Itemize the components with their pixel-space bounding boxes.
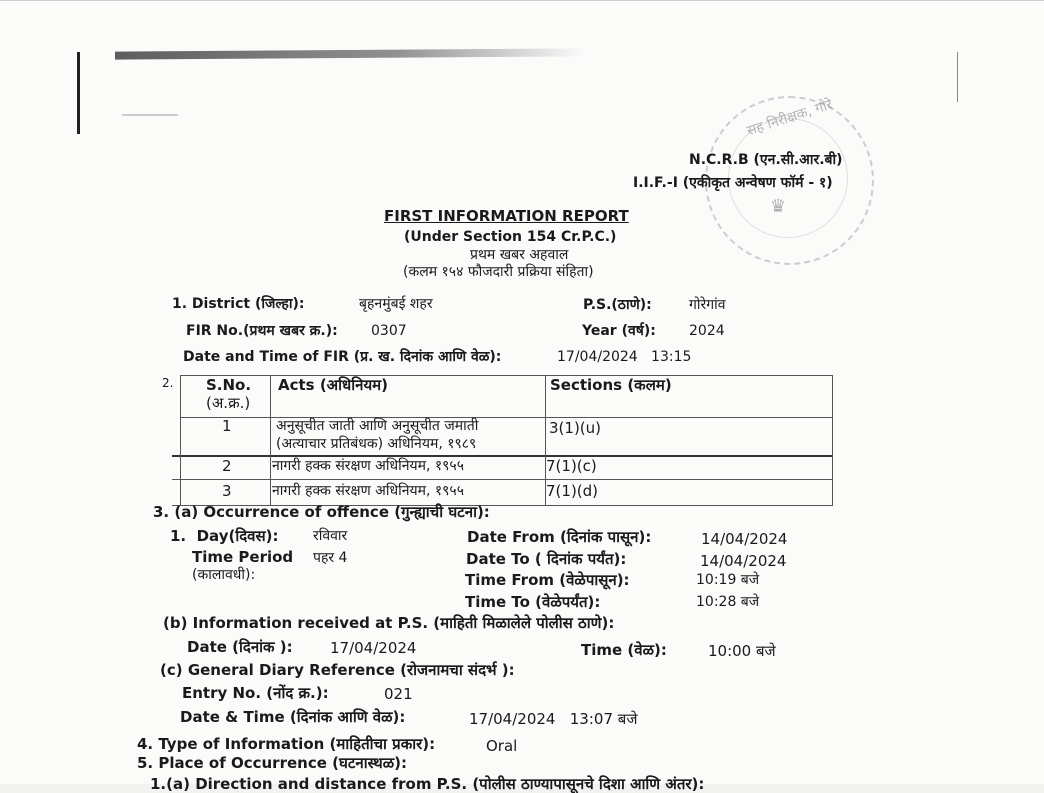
ps-value: गोरेगांव [689,297,726,313]
scan-right-edge [957,52,958,102]
scan-shadow [115,48,585,59]
row-2-act: नागरी हक्क संरक्षण अधिनियम, १९५५ [272,458,464,474]
info-received-heading: (b) Information received at P.S. (माहिती मिळालेले पोलीस ठाणे): [163,614,615,632]
time-from-label: Time From (वेळेपासून): [465,571,630,589]
time-to-label: Time To (वेळेपर्यंत): [465,593,601,611]
header-sno: S.No. [206,376,252,394]
time-period-label: Time Period [192,548,294,566]
header-sections: Sections (कलम) [550,376,672,394]
info-time-label: Time (वेळ): [581,641,667,659]
place-of-occurrence-label: 5. Place of Occurrence (घटनास्थळ): [137,754,407,772]
ps-label: P.S.(ठाणे): [583,297,652,313]
row-1-act-line1: अनुसूचीत जाती आणि अनुसूचीत जमाती [276,418,479,434]
iif-label: I.I.F.-I (एकीकृत अन्वेषण फॉर्म - १) [633,175,833,191]
year-value: 2024 [689,323,725,339]
scan-left-edge [77,52,80,134]
row-3-act: नागरी हक्क संरक्षण अधिनियम, १९५५ [272,483,464,499]
row-1-act-line2: (अत्याचार प्रतिबंधक) अधिनियम, १९८९ [276,436,477,452]
info-date-label: Date (दिनांक ): [187,638,293,656]
header-acts: Acts (अधिनियम) [278,376,388,394]
time-period-mr: (कालावधी): [192,567,256,583]
entry-no-label: Entry No. (नोंद क्र.): [182,684,329,702]
fir-number-value: 0307 [371,323,407,339]
general-diary-heading: (c) General Diary Reference (रोजनामचा संदर्भ ): [160,661,515,679]
date-from-value: 14/04/2024 [701,530,788,548]
date-from-label: Date From (दिनांक पासून): [467,528,652,546]
acts-sections-table [172,373,833,507]
table-border [172,479,833,480]
direction-distance-label: 1.(a) Direction and distance from P.S. (पोलीस ठाण्यापासूनचे दिशा आणि अंतर): [150,775,705,793]
fir-datetime-value: 17/04/2024 13:15 [557,349,692,365]
stamp-text: सह निरीक्षक, गोरे [744,96,835,140]
info-date-value: 17/04/2024 [330,639,417,657]
ncrb-label: N.C.R.B (एन.सी.आर.बी) [689,152,843,168]
year-label: Year (वर्ष): [582,323,656,339]
row-3-section: 7(1)(d) [546,482,599,500]
report-title: FIRST INFORMATION REPORT [384,207,629,225]
row-1-section: 3(1)(u) [549,419,602,437]
row-2-sno: 2 [222,457,232,475]
table-border [270,375,271,505]
type-of-information-label: 4. Type of Information (माहितीचा प्रकार): [137,735,436,753]
table-border [180,375,181,505]
fir-number-label: FIR No.(प्रथम खबर क्र.): [186,323,338,339]
date-to-value: 14/04/2024 [700,552,787,570]
occurrence-heading: 3. (a) Occurrence of offence (गुन्ह्याची घटना): [153,503,490,521]
fir-datetime-label: Date and Time of FIR (प्र. ख. दिनांक आणि वेळ): [183,349,502,365]
emblem-icon: ♛ [770,196,787,217]
row-2-section: 7(1)(c) [546,457,597,475]
info-time-value: 10:00 बजे [708,642,776,660]
report-subtitle-marathi: (कलम १५४ फौजदारी प्रक्रिया संहिता) [403,264,594,280]
time-to-value: 10:28 बजे [696,594,760,610]
district-label: 1. District (जिल्हा): [172,296,305,312]
report-title-marathi: प्रथम खबर अहवाल [470,247,569,263]
day-label: 1. Day(दिवस): [170,527,279,545]
section-2-number: 2. [162,376,174,390]
report-subtitle: (Under Section 154 Cr.P.C.) [404,229,617,245]
gd-datetime-label: Date & Time (दिनांक आणि वेळ): [180,708,406,726]
gd-datetime-value: 17/04/2024 13:07 बजे [469,710,638,728]
header-sno-mr: (अ.क्र.) [206,394,251,412]
scan-mark [122,114,178,116]
date-to-label: Date To ( दिनांक पर्यंत): [466,550,627,568]
time-period-value: पहर 4 [313,550,348,566]
district-value: बृहनमुंबई शहर [359,296,433,312]
row-1-sno: 1 [222,417,232,435]
row-3-sno: 3 [222,482,232,500]
time-from-value: 10:19 बजे [696,572,760,588]
table-border [832,375,833,505]
day-value: रविवार [313,528,348,544]
entry-no-value: 021 [384,685,413,703]
type-of-information-value: Oral [486,737,518,755]
top-border [0,0,1044,1]
